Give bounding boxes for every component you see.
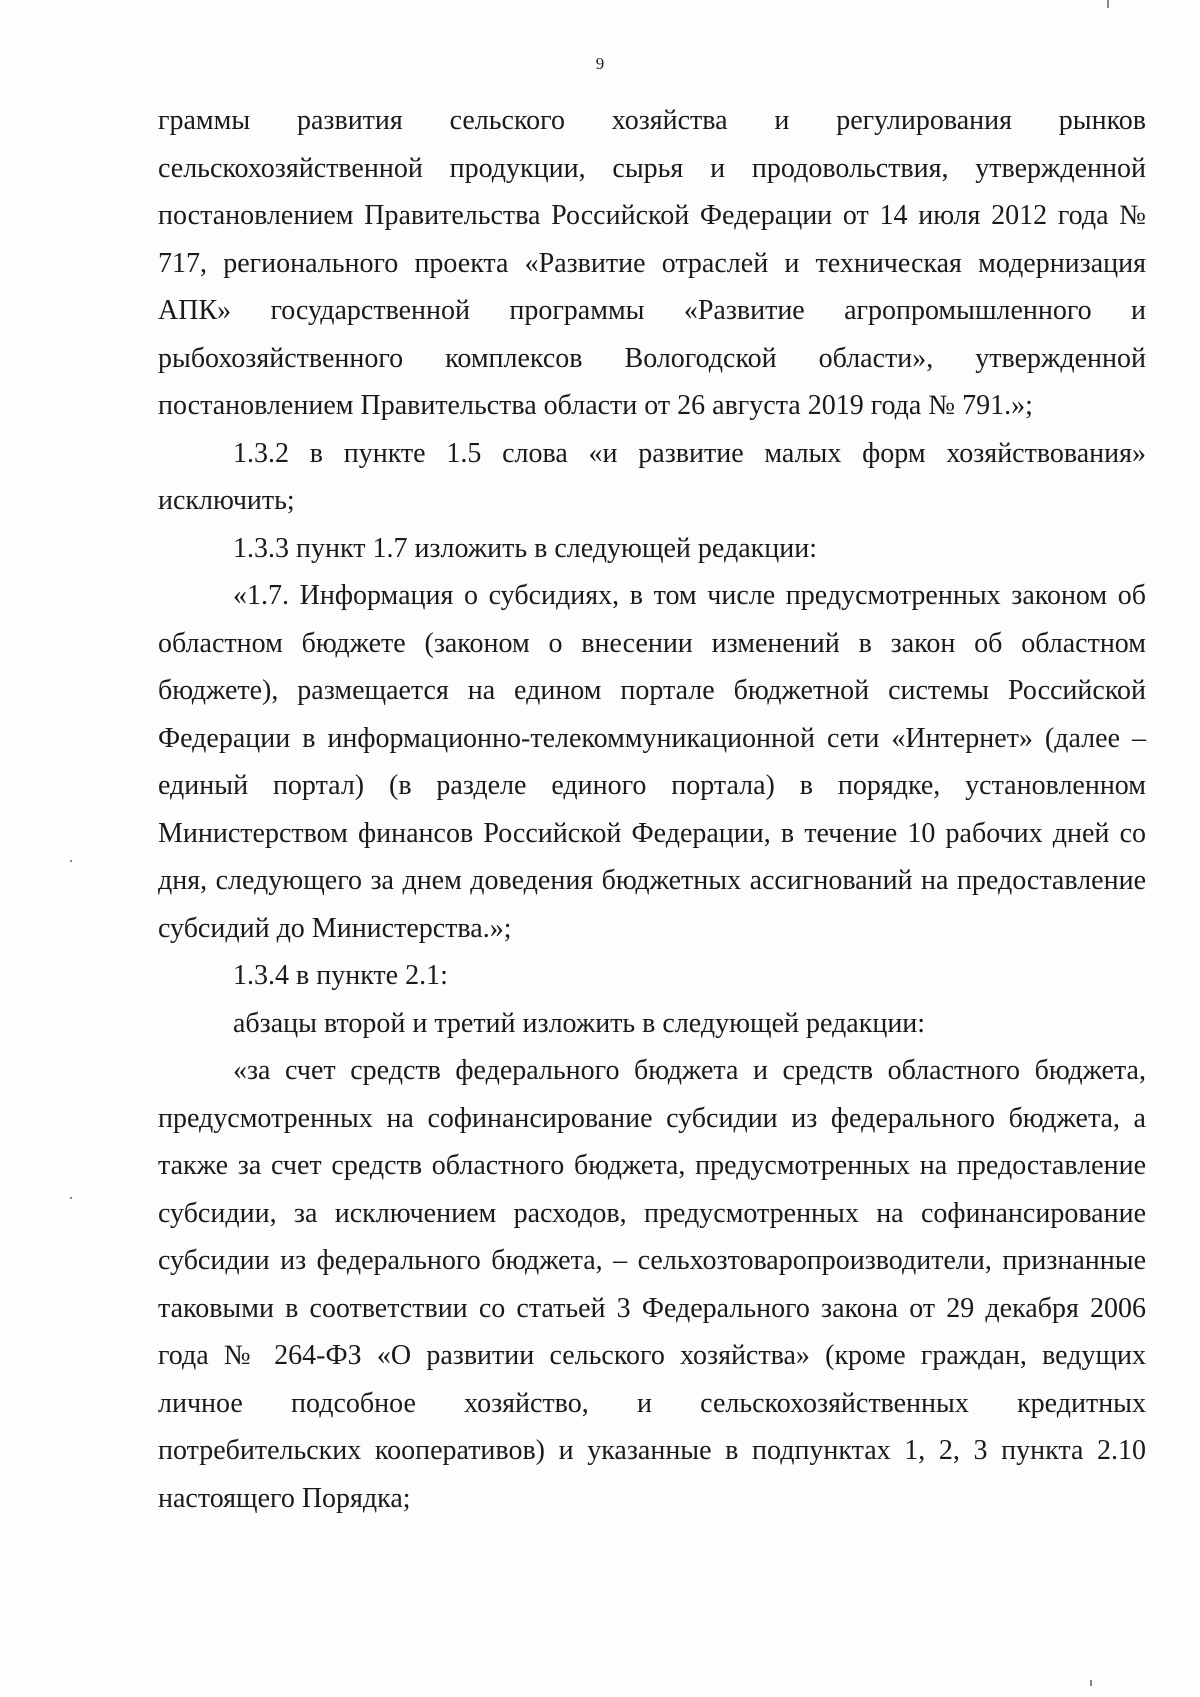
paragraph-1-3-4: 1.3.4 в пункте 2.1:: [233, 960, 448, 991]
scan-speck-left-2: [70, 1197, 72, 1199]
paragraph-federal-budget-quote: «за счет средств федерального бюджета и средств областного бюджета, предусмотренных на софинансирование субсидии из федерального бюджета, а также за счет средств областного бюджета, предусмотренных на предоставление субсидии, за исключением расходов, предусмотренных на софинансирование субсидии из федерального бюджета, – сельхозтоваропроизводители, признанные таковыми в соответствии со статьей 3 Федерального закона от 29 декабря 2006 года № 264-ФЗ «О развитии сельского хозяйства» (кроме граждан, ведущих личное подсобное хозяйство, и сельскохозяйственных кредитных потребительских кооперативов) и указанные в подпунктах 1, 2, 3 пункта 2.10 настоящего Порядка;: [158, 1055, 1146, 1514]
scan-speck-top-right: [1107, 0, 1109, 8]
scan-speck-bottom-right: [1090, 1680, 1092, 1686]
scan-speck-left-1: [70, 860, 72, 862]
paragraph-1-7-quote: «1.7. Информация о субсидиях, в том числе предусмотренных законом об областном бюджете (законом о внесении изменений в закон об областном бюджете), размещается на едином портале бюджетной системы Российской Федерации в информационно-телекоммуникационной сети «Интернет» (далее – единый портал) (в разделе единого портала) в порядке, установленном Министерством финансов Российской Федерации, в течение 10 рабочих дней со дня, следующего за днем доведения бюджетных ассигнований на предоставление субсидий до Министерства.»;: [158, 580, 1146, 944]
document-body: [158, 97, 1146, 1522]
paragraph-1-3-2: 1.3.2 в пункте 1.5 слова «и развитие малых форм хозяйствования» исключить;: [158, 437, 1146, 516]
paragraph-program-reference: граммы развития сельского хозяйства и регулирования рынков сельскохозяйственной продукции, сырья и продовольствия, утвержденной постановлением Правительства Российской Федерации от 14 июля 2012 года № 717, регионального проекта «Развитие отраслей и техническая модернизация АПК» государственной программы «Развитие агропромышленного и рыбохозяйственного комплексов Вологодской области», утвержденной постановлением Правительства области от 26 августа 2019 года № 791.»;: [158, 105, 1146, 421]
paragraph-1-3-3: 1.3.3 пункт 1.7 изложить в следующей редакции:: [233, 532, 817, 564]
paragraph-abzacy: абзацы второй и третий изложить в следующей редакции:: [233, 1007, 926, 1039]
page-number: 9: [595, 54, 605, 73]
